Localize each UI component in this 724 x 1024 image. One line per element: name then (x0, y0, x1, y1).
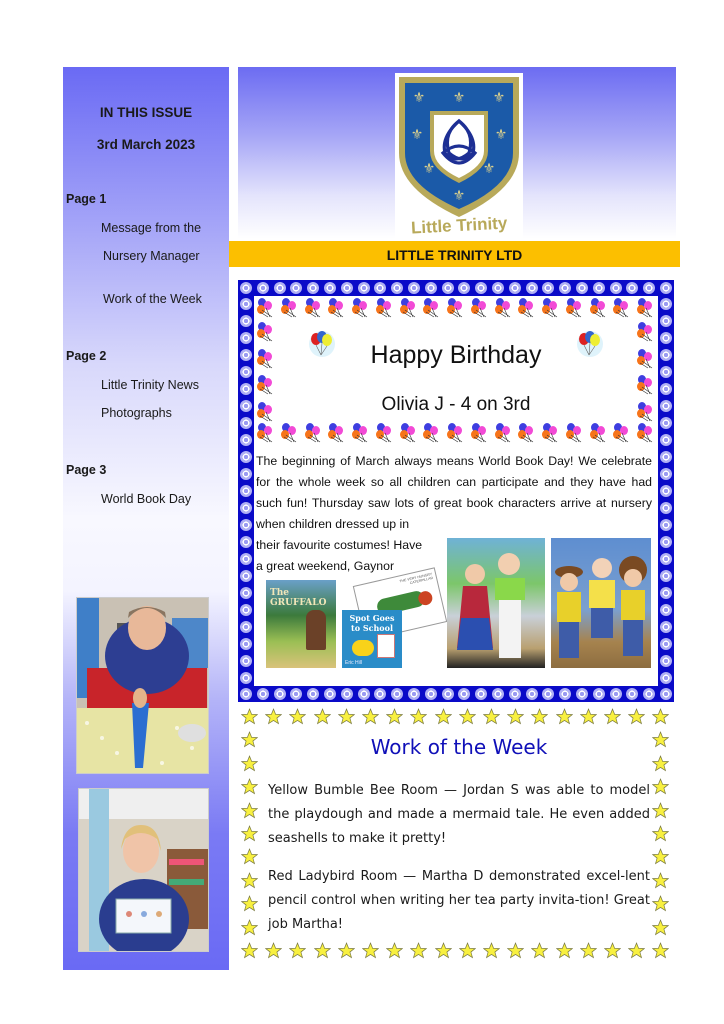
flower-icon (341, 282, 353, 294)
star-icon (652, 942, 669, 959)
toc-item: World Book Day (101, 492, 192, 506)
star-icon (652, 872, 669, 889)
flower-icon (492, 282, 504, 294)
gruffalo-title: The GRUFFALO (270, 588, 327, 608)
flower-icon (240, 485, 252, 497)
svg-text:⚜: ⚜ (482, 161, 496, 177)
toc-item: Nursery Manager (103, 249, 200, 263)
flower-icon (425, 688, 437, 700)
flower-icon (660, 485, 672, 497)
balloon-icon (399, 423, 419, 443)
star-icon (531, 708, 548, 725)
svg-text:⚜: ⚜ (412, 90, 426, 106)
flower-icon (475, 282, 487, 294)
flower-border-top (240, 282, 672, 294)
flower-icon (324, 282, 336, 294)
balloon-icon (304, 298, 324, 318)
flower-icon (509, 282, 521, 294)
star-icon (289, 708, 306, 725)
flower-icon (660, 570, 672, 582)
flower-icon (374, 282, 386, 294)
star-icon (241, 778, 258, 795)
flower-icon (290, 688, 302, 700)
svg-text:⚜: ⚜ (452, 90, 466, 106)
star-icon (241, 802, 258, 819)
star-icon (241, 919, 258, 936)
flower-icon (240, 298, 252, 310)
birthday-card (254, 296, 658, 686)
issue-heading: IN THIS ISSUE (99, 105, 193, 120)
flower-icon (660, 502, 672, 514)
balloon-icon (517, 423, 537, 443)
little-trinity-logo (395, 73, 523, 239)
flower-icon (509, 688, 521, 700)
balloon-icon (494, 298, 514, 318)
star-icon (386, 942, 403, 959)
svg-text:Little Trinity: Little Trinity (410, 213, 508, 238)
flower-icon (458, 282, 470, 294)
flower-border-right (660, 298, 672, 684)
svg-text:⚜: ⚜ (410, 127, 424, 143)
message-line: their favourite costumes! Have (256, 538, 423, 552)
star-icon (410, 708, 427, 725)
flower-icon (358, 282, 370, 294)
balloon-icon (256, 423, 276, 443)
star-icon (483, 942, 500, 959)
flower-icon (240, 604, 252, 616)
flower-icon (408, 282, 420, 294)
star-icon (652, 778, 669, 795)
world-book-day-message: The beginning of March always means World Book Day! We celebrate for the whole week so all children can participate and they have had such fun! Thursday saw lots of great book characters arrive at nursery when children dressed up in (256, 454, 652, 531)
balloon-icon (422, 298, 442, 318)
flower-icon (425, 282, 437, 294)
flower-icon (610, 688, 622, 700)
flower-icon (240, 366, 252, 378)
work-entry-ladybird: Red Ladybird Room — Martha D demonstrated excel-lent pencil control when writing her tea party invita-tion! Great job Martha! (268, 869, 650, 932)
flower-icon (526, 688, 538, 700)
flower-icon (358, 688, 370, 700)
flower-icon (240, 536, 252, 548)
flower-icon (660, 383, 672, 395)
star-icon (241, 708, 258, 725)
flower-icon (660, 332, 672, 344)
balloon-icon (256, 298, 276, 318)
star-icon (628, 942, 645, 959)
star-icon (338, 708, 355, 725)
flower-border-bottom (240, 688, 672, 700)
star-icon (556, 942, 573, 959)
boy-with-playdough-photo (76, 597, 209, 774)
flower-icon (240, 451, 252, 463)
star-icon (362, 942, 379, 959)
flower-icon (660, 349, 672, 361)
balloon-icon (470, 423, 490, 443)
balloon-icon (446, 298, 466, 318)
balloon-icon (636, 298, 656, 318)
flower-icon (660, 451, 672, 463)
star-icon (483, 708, 500, 725)
balloon-icon (256, 375, 276, 395)
flower-icon (559, 688, 571, 700)
balloon-icon (327, 298, 347, 318)
flower-border-left (240, 298, 252, 684)
flower-icon (442, 688, 454, 700)
flower-icon (660, 519, 672, 531)
flower-icon (240, 519, 252, 531)
flower-icon (626, 282, 638, 294)
balloon-icon (280, 298, 300, 318)
flower-icon (240, 282, 252, 294)
hungry-caterpillar-book-cover: THE VERY HUNGRY CATERPILLAR (353, 567, 447, 640)
flower-icon (307, 282, 319, 294)
flower-icon (240, 383, 252, 395)
toc-page-2: Page 2 (66, 349, 107, 363)
balloon-icon (470, 298, 490, 318)
star-icon (241, 825, 258, 842)
star-icon (580, 942, 597, 959)
balloon-icon (280, 423, 300, 443)
work-of-the-week-panel (241, 707, 677, 963)
birthday-name: Olivia J - 4 on 3rd (381, 394, 531, 415)
flower-icon (240, 655, 252, 667)
flower-icon (643, 282, 655, 294)
flower-icon (442, 282, 454, 294)
flower-icon (240, 332, 252, 344)
balloon-icon (541, 423, 561, 443)
star-icon (386, 708, 403, 725)
star-icon (338, 942, 355, 959)
flower-icon (240, 400, 252, 412)
svg-text:⚜: ⚜ (452, 188, 466, 204)
flower-icon (240, 621, 252, 633)
flower-icon (542, 282, 554, 294)
balloon-icon (589, 298, 609, 318)
flower-icon (660, 672, 672, 684)
flower-icon (593, 688, 605, 700)
flower-icon (257, 282, 269, 294)
costume-photo-anna-buzz (447, 538, 545, 668)
flower-icon (660, 655, 672, 667)
balloon-icon (375, 298, 395, 318)
balloon-icon (541, 298, 561, 318)
balloon-icon (636, 375, 656, 395)
flower-icon (576, 688, 588, 700)
balloon-icon (565, 298, 585, 318)
flower-icon (660, 417, 672, 429)
flower-icon (240, 672, 252, 684)
flower-icon (576, 282, 588, 294)
balloon-icon (256, 322, 276, 342)
toc-page-3: Page 3 (66, 463, 107, 477)
star-icon (556, 708, 573, 725)
flower-icon (593, 282, 605, 294)
flower-icon (240, 349, 252, 361)
flower-icon (324, 688, 336, 700)
balloon-icon (517, 298, 537, 318)
toc-item: Work of the Week (103, 292, 202, 306)
balloon-icon (399, 298, 419, 318)
flower-icon (341, 688, 353, 700)
star-icon (604, 708, 621, 725)
toc-page-1: Page 1 (66, 192, 107, 206)
toc-item: Little Trinity News (101, 378, 199, 392)
star-icon (652, 895, 669, 912)
flower-icon (257, 688, 269, 700)
svg-text:⚜: ⚜ (494, 127, 508, 143)
star-icon (314, 708, 331, 725)
star-icon (314, 942, 331, 959)
flower-icon (660, 400, 672, 412)
star-icon (265, 708, 282, 725)
flower-icon (610, 282, 622, 294)
work-entry-bumble-bee: Yellow Bumble Bee Room — Jordan S was able to model the playdough and made a mermaid tale. He even added seashells to make it pretty! (268, 783, 650, 846)
flower-icon (240, 502, 252, 514)
star-icon (459, 942, 476, 959)
star-icon (289, 942, 306, 959)
flower-icon (307, 688, 319, 700)
flower-icon (526, 282, 538, 294)
star-icon (652, 825, 669, 842)
balloon-icon (612, 298, 632, 318)
costume-photo-toy-story (551, 538, 651, 668)
balloon-icon (327, 423, 347, 443)
flower-icon (240, 587, 252, 599)
balloon-border-top (256, 298, 656, 318)
flower-icon (660, 315, 672, 327)
gruffalo-book-cover (266, 580, 336, 668)
flower-icon (274, 688, 286, 700)
toc-item: Photographs (101, 406, 172, 420)
star-icon (241, 942, 258, 959)
flower-icon (458, 688, 470, 700)
flower-icon (660, 638, 672, 650)
flower-icon (660, 282, 672, 294)
flower-icon (240, 688, 252, 700)
flower-icon (626, 688, 638, 700)
star-icon (604, 942, 621, 959)
birthday-title: Happy Birthday (370, 341, 542, 369)
balloon-icon (304, 423, 324, 443)
flower-icon (290, 282, 302, 294)
balloon-icon (351, 298, 371, 318)
flower-icon (240, 468, 252, 480)
flower-icon (660, 604, 672, 616)
flower-icon (408, 688, 420, 700)
balloon-icon (589, 423, 609, 443)
balloon-icon (351, 423, 371, 443)
flower-icon (475, 688, 487, 700)
balloon-border-bottom (256, 423, 656, 443)
flower-icon (660, 536, 672, 548)
balloon-icon (446, 423, 466, 443)
flower-icon (660, 621, 672, 633)
flower-icon (274, 282, 286, 294)
message-signoff: a great weekend, Gaynor (256, 559, 395, 573)
star-icon (507, 942, 524, 959)
star-icon (507, 708, 524, 725)
star-icon (241, 872, 258, 889)
flower-icon (240, 638, 252, 650)
flower-icon (391, 282, 403, 294)
company-banner: LITTLE TRINITY LTD (229, 241, 680, 267)
star-icon (580, 708, 597, 725)
star-icon (459, 708, 476, 725)
star-icon (435, 942, 452, 959)
balloon-icon (422, 423, 442, 443)
star-icon (531, 942, 548, 959)
flower-icon (559, 282, 571, 294)
flower-icon (643, 688, 655, 700)
flower-icon (240, 570, 252, 582)
balloon-icon (636, 322, 656, 342)
star-icon (241, 848, 258, 865)
star-icon (628, 708, 645, 725)
flower-icon (240, 417, 252, 429)
girl-with-certificate-photo (78, 788, 209, 952)
star-icon (410, 942, 427, 959)
star-icon (652, 919, 669, 936)
star-icon (652, 848, 669, 865)
svg-text:⚜: ⚜ (492, 90, 506, 106)
balloon-icon (494, 423, 514, 443)
balloon-icon (636, 423, 656, 443)
spot-goes-to-school-book-cover: Spot Goes to School Eric Hill (342, 610, 402, 668)
issue-date: 3rd March 2023 (96, 137, 196, 152)
toc-item: Message from the (101, 221, 202, 235)
flower-icon (660, 434, 672, 446)
flower-icon (374, 688, 386, 700)
star-icon (652, 802, 669, 819)
work-of-week-title: Work of the Week (370, 735, 548, 759)
flower-icon (240, 434, 252, 446)
star-icon (265, 942, 282, 959)
flower-icon (660, 587, 672, 599)
flower-icon (660, 688, 672, 700)
balloon-icon (375, 423, 395, 443)
flower-icon (660, 366, 672, 378)
balloon-icon (612, 423, 632, 443)
balloon-icon (565, 423, 585, 443)
sidebar-contents (63, 67, 229, 970)
flower-icon (391, 688, 403, 700)
flower-icon (240, 315, 252, 327)
flower-icon (660, 553, 672, 565)
svg-text:⚜: ⚜ (422, 161, 436, 177)
flower-icon (660, 298, 672, 310)
flower-icon (660, 468, 672, 480)
star-icon (362, 708, 379, 725)
flower-icon (542, 688, 554, 700)
flower-icon (492, 688, 504, 700)
flower-icon (240, 553, 252, 565)
star-icon (241, 895, 258, 912)
star-icon (652, 708, 669, 725)
birthday-frame (238, 280, 674, 702)
star-icon (435, 708, 452, 725)
header-gradient (238, 67, 676, 239)
